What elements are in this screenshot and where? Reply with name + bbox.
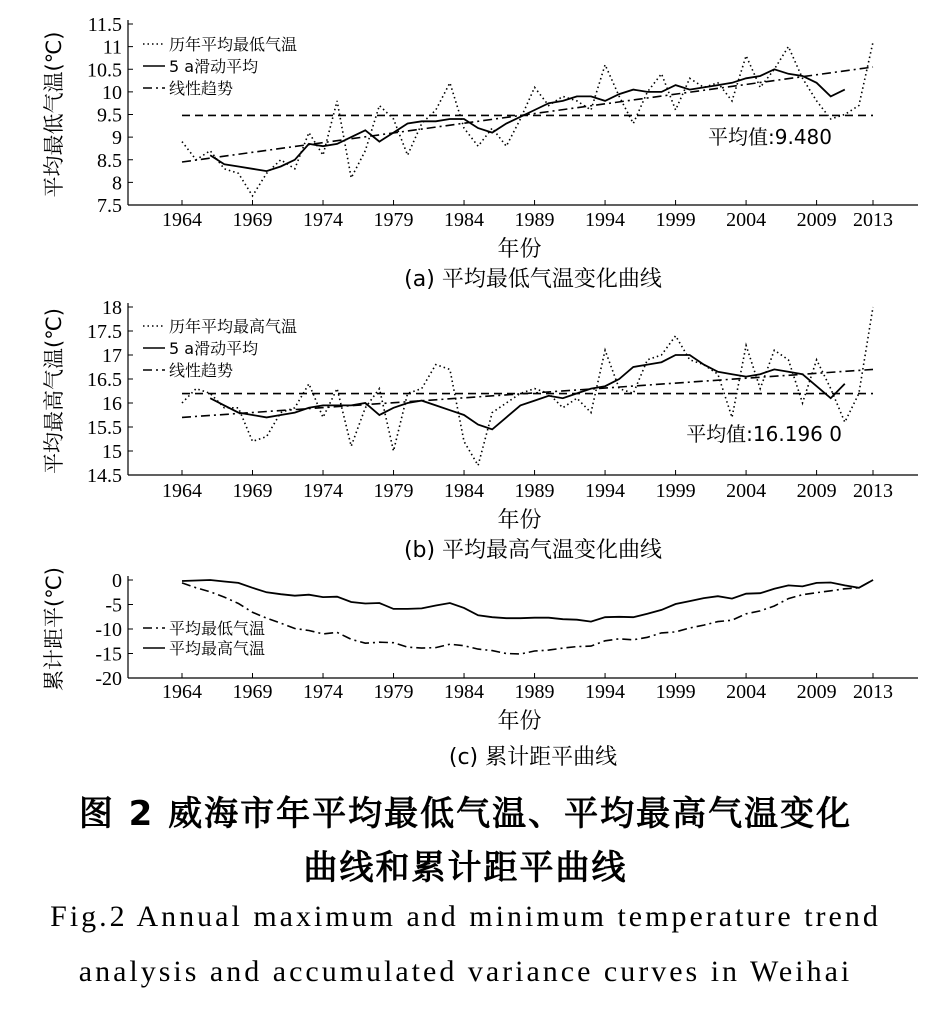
panel-b-y-tick-label: 14.5 — [87, 465, 122, 487]
panel-a-x-tick-label: 1969 — [232, 209, 273, 231]
panel-a-x-tick-label: 1979 — [373, 209, 414, 231]
panel-b-x-tick-label: 2013 — [853, 480, 893, 502]
panel-a-x-tick-label: 1989 — [514, 209, 555, 231]
panel-c-legend-label-1: 平均最高气温 — [169, 639, 266, 658]
panel-c-y-axis-label: 累计距平(℃) — [42, 567, 66, 691]
panel-a-x-axis-label: 年份 — [497, 237, 542, 262]
panel-a-y-tick-label: 11 — [102, 36, 122, 59]
panel-a-x-tick-label: 1984 — [444, 209, 485, 231]
panel-c-x-tick-label: 1979 — [373, 681, 414, 703]
panel-c-y-tick-label: -15 — [95, 643, 122, 666]
panel-a-x-tick-label: 1994 — [585, 209, 626, 231]
panel-b-legend-label-0: 历年平均最高气温 — [169, 317, 298, 336]
panel-b-x-tick-label: 1979 — [373, 480, 414, 502]
panel-b-y-tick-label: 18 — [102, 297, 122, 319]
panel-b-x-tick-label: 1964 — [162, 480, 202, 502]
panel-a-y-tick-label: 7.5 — [97, 195, 122, 217]
panel-a-y-tick-label: 8.5 — [97, 149, 122, 172]
panel-c-x-tick-label: 2009 — [796, 681, 837, 703]
panel-a-x-tick-label: 2013 — [853, 209, 893, 231]
panel-b-y-tick-label: 15 — [102, 441, 122, 463]
figure-caption-zh-line2: 曲线和累计距平曲线 — [303, 848, 628, 888]
panel-a-x-tick-label: 2009 — [796, 209, 837, 231]
panel-b-x-tick-label: 1969 — [232, 480, 273, 502]
panel-c-x-axis-label: 年份 — [497, 709, 542, 734]
panel-b-x-tick-label: 2004 — [726, 480, 767, 502]
panel-b-x-tick-label: 2009 — [796, 480, 837, 502]
panel-b-x-tick-label: 1989 — [514, 480, 555, 502]
panel-c-x-tick-label: 1999 — [655, 681, 696, 703]
panel-c-series-1-line — [182, 580, 873, 622]
panel-c-y-tick-label: -10 — [95, 619, 122, 641]
panel-a-x-tick-label: 1964 — [162, 209, 202, 231]
panel-a-mean-annotation: 平均值:9.480 — [708, 125, 832, 149]
panel-a-y-tick-label: 10 — [102, 81, 122, 104]
panel-b-y-axis-label: 平均最高气温(℃) — [42, 308, 66, 474]
panel-c-x-tick-label: 2004 — [726, 681, 767, 703]
panel-b-legend-label-1: 5 a滑动平均 — [169, 339, 259, 358]
panel-c-x-tick-label: 1989 — [514, 681, 555, 703]
panel-c-x-tick-label: 1964 — [162, 681, 202, 703]
panel-b-x-tick-label: 1994 — [585, 480, 626, 502]
panel-c-x-tick-label: 1974 — [303, 681, 344, 703]
panel-a-x-tick-label: 1999 — [655, 209, 696, 231]
panel-b-x-tick-label: 1984 — [444, 480, 485, 502]
panel-b-y-tick-label: 16 — [102, 393, 122, 415]
panel-b-y-tick-label: 15.5 — [87, 417, 122, 439]
figure-caption-en-line1: Fig.2 Annual maximum and minimum temperature trend — [50, 900, 881, 933]
panel-b-y-tick-label: 16.5 — [87, 369, 122, 391]
panel-b-subtitle: (b) 平均最高气温变化曲线 — [403, 538, 663, 563]
panel-b-series-1-line — [210, 355, 845, 429]
panel-c-y-tick-label: -5 — [105, 594, 122, 617]
panel-a-y-tick-label: 11.5 — [87, 14, 122, 36]
panel-b-y-tick-label: 17 — [102, 345, 122, 367]
panel-b-mean-annotation: 平均值:16.196 0 — [686, 422, 842, 446]
figure-caption-zh-line1: 图 2 威海市年平均最低气温、平均最高气温变化 — [78, 794, 853, 834]
panel-a-y-tick-label: 10.5 — [87, 59, 122, 82]
panel-a-x-tick-label: 1974 — [303, 209, 344, 231]
panel-a-legend-label-0: 历年平均最低气温 — [169, 35, 298, 54]
panel-c-y-tick-label: 0 — [112, 570, 122, 592]
panel-a-y-tick-label: 8 — [112, 172, 122, 195]
panel-a-y-tick-label: 9 — [112, 127, 122, 150]
panel-c-x-tick-label: 1984 — [444, 681, 485, 703]
panel-a-legend-label-1: 5 a滑动平均 — [169, 57, 259, 76]
panel-b-y-tick-label: 17.5 — [87, 321, 122, 343]
panel-a-legend-label-2: 线性趋势 — [169, 79, 234, 98]
panel-b-x-axis-label: 年份 — [497, 508, 542, 533]
panel-b-legend-label-2: 线性趋势 — [169, 361, 234, 380]
panel-c-legend-label-0: 平均最低气温 — [169, 619, 266, 638]
panel-a-y-tick-label: 9.5 — [97, 104, 122, 127]
panel-c-x-tick-label: 2013 — [853, 681, 893, 703]
panel-c-subtitle: (c) 累计距平曲线 — [448, 745, 618, 770]
panel-b-x-tick-label: 1999 — [655, 480, 696, 502]
panel-a-subtitle: (a) 平均最低气温变化曲线 — [404, 267, 662, 292]
panel-a-x-tick-label: 2004 — [726, 209, 767, 231]
figure-caption-en-line2: analysis and accumulated variance curves in Weihai — [78, 955, 853, 988]
panel-a-series-0-line — [182, 42, 873, 196]
panel-b-x-tick-label: 1974 — [303, 480, 344, 502]
panel-c-y-tick-label: -20 — [95, 668, 122, 690]
panel-a-y-axis-label: 平均最低气温(℃) — [42, 31, 66, 198]
panel-c-x-tick-label: 1969 — [232, 681, 273, 703]
panel-c-x-tick-label: 1994 — [585, 681, 626, 703]
